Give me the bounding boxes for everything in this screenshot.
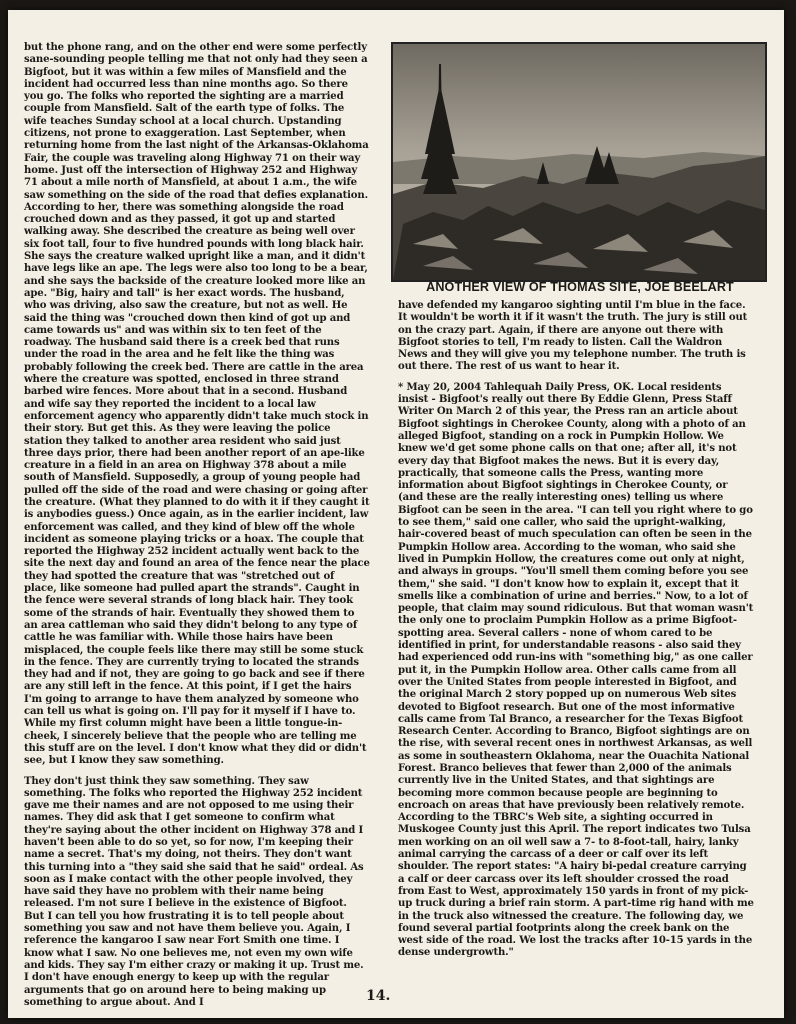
right-column — [398, 300, 754, 968]
document-page — [8, 10, 784, 1018]
left-paragraph-1: but the phone rang, and on the other end were some perfectly sane-sounding people telling me that not only had they seen a Bigfoot, but it was within a few miles of Mansfield and the incident had occurred less than nine months ago. So there you go. The folks who reported the sighting are a married couple from Mansfield. Salt of the earth type of folks. The wife teaches Sunday school at a local church. Upstanding citizens, not prone to exaggeration. Last September, when returning home from the last night of the Arkansas-Oklahoma Fair, the couple was traveling along Highway 71 on their way home. Just off the intersection of Highway 252 and Highway 71 about a mile north of Mansfield, at about 1 a.m., the wife saw something on the side of the road that defies explanation. According to her, there was something alongside the road crouched down and as they passed, it got up and started walking away. She described the creature as being well over six foot tall, four to five hundred pounds with long black hair. She says the creature walked upright like a man, and it didn't have legs like an ape. The legs were also too long to be a bear, and she says the backside of the creature looked more like an ape. "Big, hairy and tall" is her exact words. The husband, who was driving, also saw the creature, but not as well. He said the thing was "crouched down then kind of got up and came towards us" and was within six to ten feet of the roadway. The husband said there is a creek bed that runs under the road in the area and he felt like the thing was probably following the creek bed. There are cattle in the area where the creature was spotted, enclosed in three strand barbed wire fences. More about that in a second. Husband and wife say they reported the incident to a local law enforcement agency who apparently didn't take much stock in their story. But get this. As they were leaving the police station they talked to another area resident who said just three days prior, there had been another report of an ape-like creature in a field in an area on Highway 378 about a mile south of Mansfield. Supposedly, a group of young people had pulled off the side of the road and were chasing or going after the creature. (What they planned to do with it if they caught it is anybodies guess.) Once again, as in the earlier incident, law enforcement was called, and they kind of blew off the whole incident as someone playing tricks or a hoax. The couple that reported the Highway 252 incident actually went back to the site the next day and found an area of the fence near the place they had spotted the creature that was "stretched out of place, like someone had pulled apart the strands". Caught in the fence were several strands of long black hair. They took some of the strands of hair. Eventually they showed them to an area cattleman who said they didn't belong to any type of cattle he was familiar with. While those hairs have been misplaced, the couple feels like there may still be some stuck in the fence. They are currently trying to located the strands they had and if not, they are going to go back and see if there are any still left in the fence. At this point, if I get the hairs I'm going to arrange to have them analyzed by someone who can tell us what is going on. I'll pay for it myself if I have to. While my first column might have been a little tongue-in-cheek, I sincerely believe that the people who are telling me this stuff are on the level. I don't know what they did or didn't see, but I know they saw something. — [24, 42, 370, 767]
landscape-photo — [391, 42, 767, 282]
right-paragraph-1: have defended my kangaroo sighting until I'm blue in the face. It wouldn't be worth it if it wasn't the truth. The jury is still out on the crazy part. Again, if there are anyone out there with Bigfoot stories to tell, I'm ready to listen. Call the Waldron News and they will give you my telephone number. The truth is out there. The rest of us want to hear it. — [398, 300, 748, 373]
landscape-photo-image — [393, 44, 765, 280]
left-column — [24, 42, 370, 1017]
photo-caption: ANOTHER VIEW OF THOMAS SITE, JOE BEELART — [426, 280, 734, 294]
left-paragraph-2: They don't just think they saw something. They saw something. The folks who reported the Highway 252 incident gave me their names and are not opposed to me using their names. They did ask that I get someone to confirm what they're saying about the other incident on Highway 378 and I haven't been able to do so yet, so for now, I'm keeping their name a secret. That's my doing, not theirs. They don't want this turning into a "they said she said that he said" ordeal. As soon as I make contact with the other people involved, they have said they have no problem with their name being released. I'm not sure I believe in the existence of Bigfoot. But I can tell you how frustrating it is to tell people about something you saw and not have them believe you. Again, I reference the kangaroo I saw near Fort Smith one time. I know what I saw. No one believes me, not even my own wife and kids. They say I'm either crazy or making it up. Trust me. I don't have enough energy to keep up with the regular arguments that go on around here to being making up something to argue about. And I — [24, 775, 364, 1008]
page-number: 14. — [366, 988, 391, 1004]
right-paragraph-2: * May 20, 2004 Tahlequah Daily Press, OK. Local residents insist - Bigfoot's really out there By Eddie Glenn, Press Staff Writer On March 2 of this year, the Press ran an article about Bigfoot sightings in Cherokee County, along with a photo of an alleged Bigfoot, standing on a rock in Pumpkin Hollow. We knew we'd get some phone calls on that one; after all, it's not every day that Bigfoot makes the news. But it is every day, practically, that someone calls the Press, wanting more information about Bigfoot sightings in Cherokee County, or (and these are the really interesting ones) telling us where Bigfoot can be seen in the area. "I can tell you right where to go to see them," said one caller, who said the upright-walking, hair-covered beast of much speculation can often be seen in the Pumpkin Hollow area. According to the woman, who said she lived in Pumpkin Hollow, the creatures come out only at night, and always in groups. "You'll smell them coming before you see them," she said. "I don't know how to explain it, except that it smells like a combination of urine and berries." Now, to a lot of people, that claim may sound ridiculous. But that woman wasn't the only one to proclaim Pumpkin Hollow as a prime Bigfoot-spotting area. Several callers - none of whom cared to be identified in print, for understandable reasons - also said they had experienced odd run-ins with "something big," as one caller put it, in the Pumpkin Hollow area. Other calls came from all over the United States from people interested in Bigfoot, and the original March 2 story popped up on numerous Web sites devoted to Bigfoot research. But one of the most informative calls came from Tal Branco, a researcher for the Texas Bigfoot Research Center. According to Branco, Bigfoot sightings are on the rise, with several recent ones in northwest Arkansas, as well as some in southeastern Oklahoma, near the Ouachita National Forest. Branco believes that fewer than 2,000 of the animals currently live in the United States, and that sightings are becoming more common because people are beginning to encroach on areas that have previously been relatively remote. According to the TBRC's Web site, a sighting occurred in Muskogee County just this April. The report indicates two Tulsa men working on an oil well saw a 7- to 8-foot-tall, hairy, lanky animal carrying the carcass of a deer or calf over its left shoulder. The report states: "A hairy bi-pedal creature carrying a calf or deer carcass over its left shoulder crossed the road from East to West, approximately 150 yards in front of my pick-up truck during a brief rain storm. A part-time rig hand with me in the truck also witnessed the creature. The following day, we found several partial footprints along the creek bank on the west side of the road. We lost the tracks after 10-15 yards in the dense undergrowth." — [398, 381, 754, 959]
